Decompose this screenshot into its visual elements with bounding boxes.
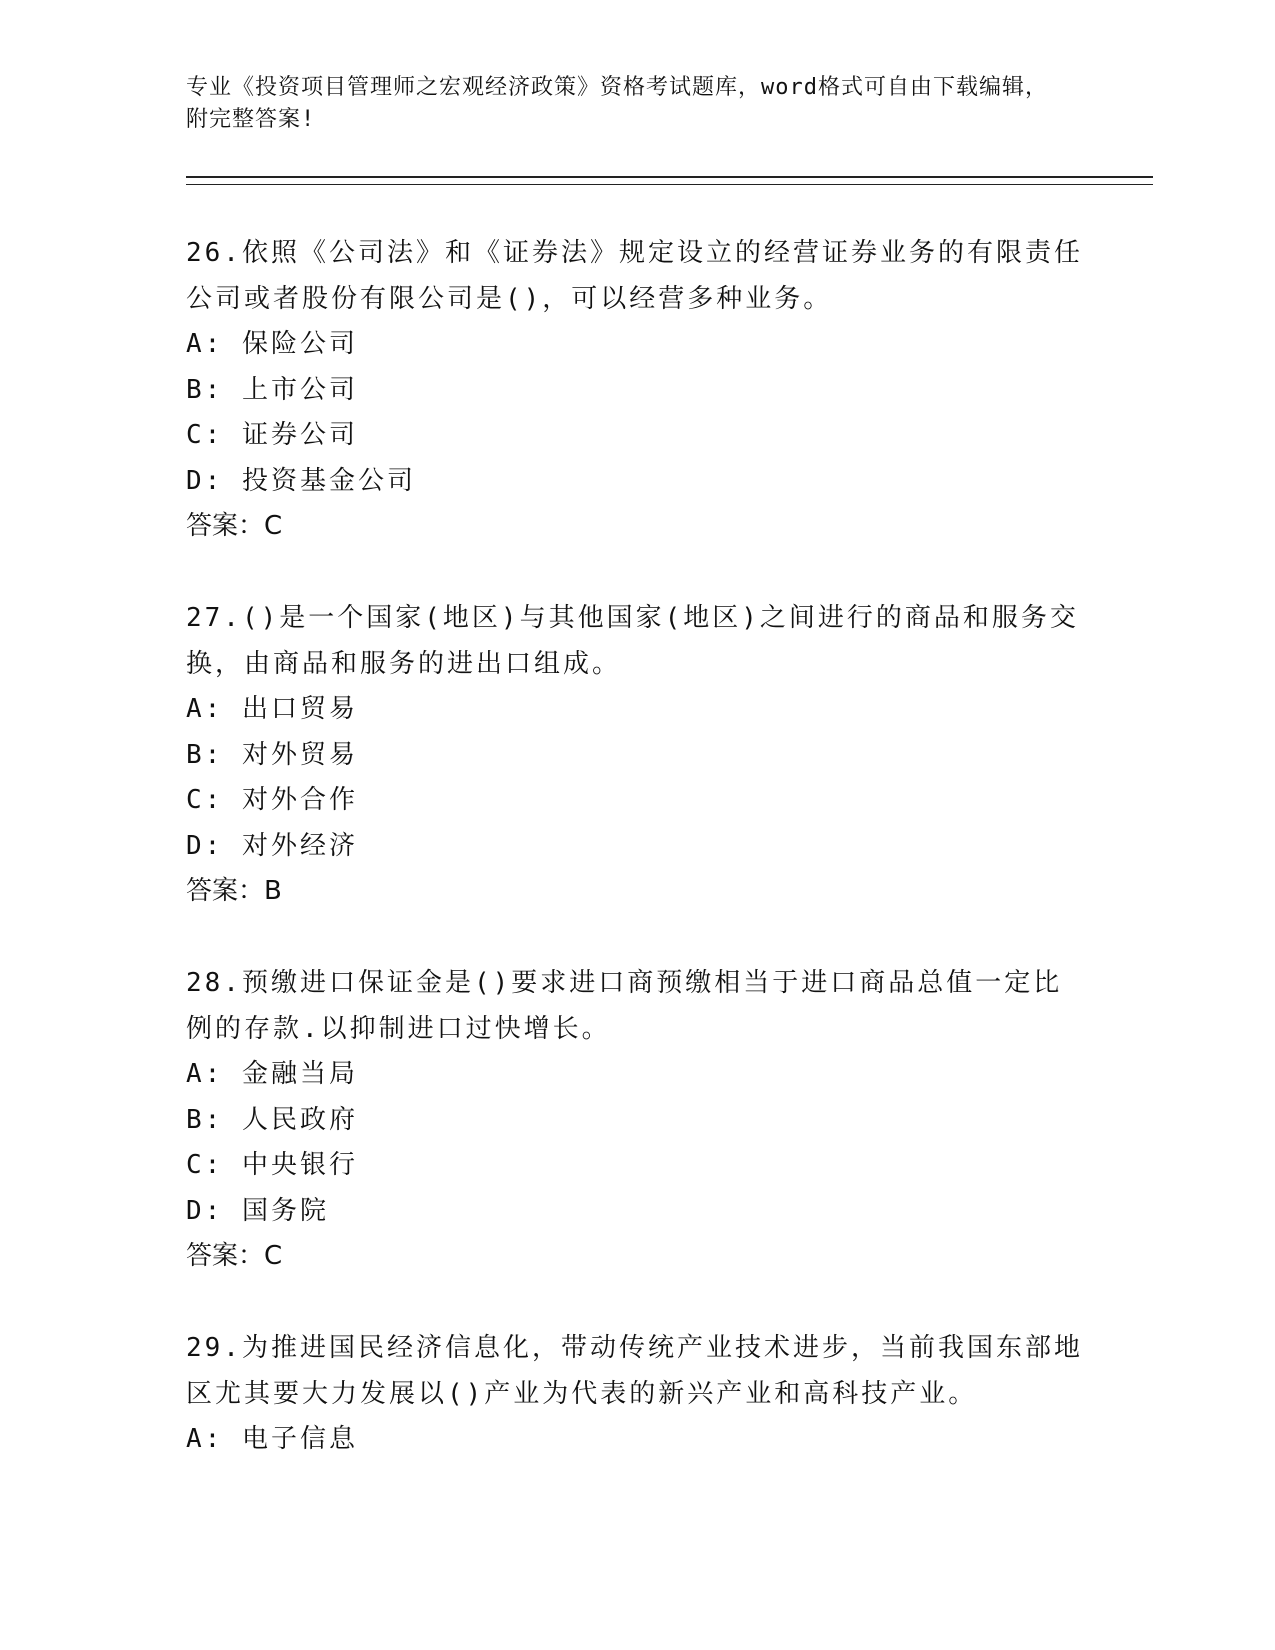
question-29 <box>186 1325 1086 1463</box>
option-a: A: 电子信息 <box>186 1424 358 1454</box>
option-d: D: 对外经济 <box>186 830 358 861</box>
question-27 <box>186 595 1086 915</box>
question-stem: 27.()是一个国家(地区)与其他国家(地区)之间进行的商品和服务交换，由商品和服务的进出口组成。 <box>186 603 1079 679</box>
option-b: B: 人民政府 <box>186 1104 358 1135</box>
option-b: B: 对外贸易 <box>186 739 358 770</box>
option-a: A: 保险公司 <box>186 329 358 359</box>
question-26 <box>186 230 1086 550</box>
question-stem: 29.为推进国民经济信息化，带动传统产业技术进步，当前我国东部地区尤其要大力发展以()产业为代表的新兴产业和高科技产业。 <box>186 1333 1083 1409</box>
answer-line: 答案：C <box>186 1241 283 1271</box>
option-c: C: 证券公司 <box>186 420 358 450</box>
option-b: B: 上市公司 <box>186 374 358 405</box>
document-header: 专业《投资项目管理师之宏观经济政策》资格考试题库，word格式可自由下载编辑，附完整答案! <box>186 75 1048 132</box>
question-stem: 28.预缴进口保证金是()要求进口商预缴相当于进口商品总值一定比例的存款.以抑制进口过快增长。 <box>186 968 1063 1044</box>
option-a: A: 出口贸易 <box>186 694 358 724</box>
option-d: D: 国务院 <box>186 1195 329 1226</box>
question-stem: 26.依照《公司法》和《证券法》规定设立的经营证券业务的有限责任公司或者股份有限公司是()，可以经营多种业务。 <box>186 238 1083 314</box>
option-a: A: 金融当局 <box>186 1059 358 1089</box>
option-d: D: 投资基金公司 <box>186 465 416 496</box>
answer-line: 答案：C <box>186 511 283 541</box>
question-28 <box>186 960 1086 1280</box>
option-c: C: 对外合作 <box>186 785 358 815</box>
header-divider <box>186 176 1153 185</box>
answer-line: 答案：B <box>186 876 282 906</box>
option-c: C: 中央银行 <box>186 1150 358 1180</box>
